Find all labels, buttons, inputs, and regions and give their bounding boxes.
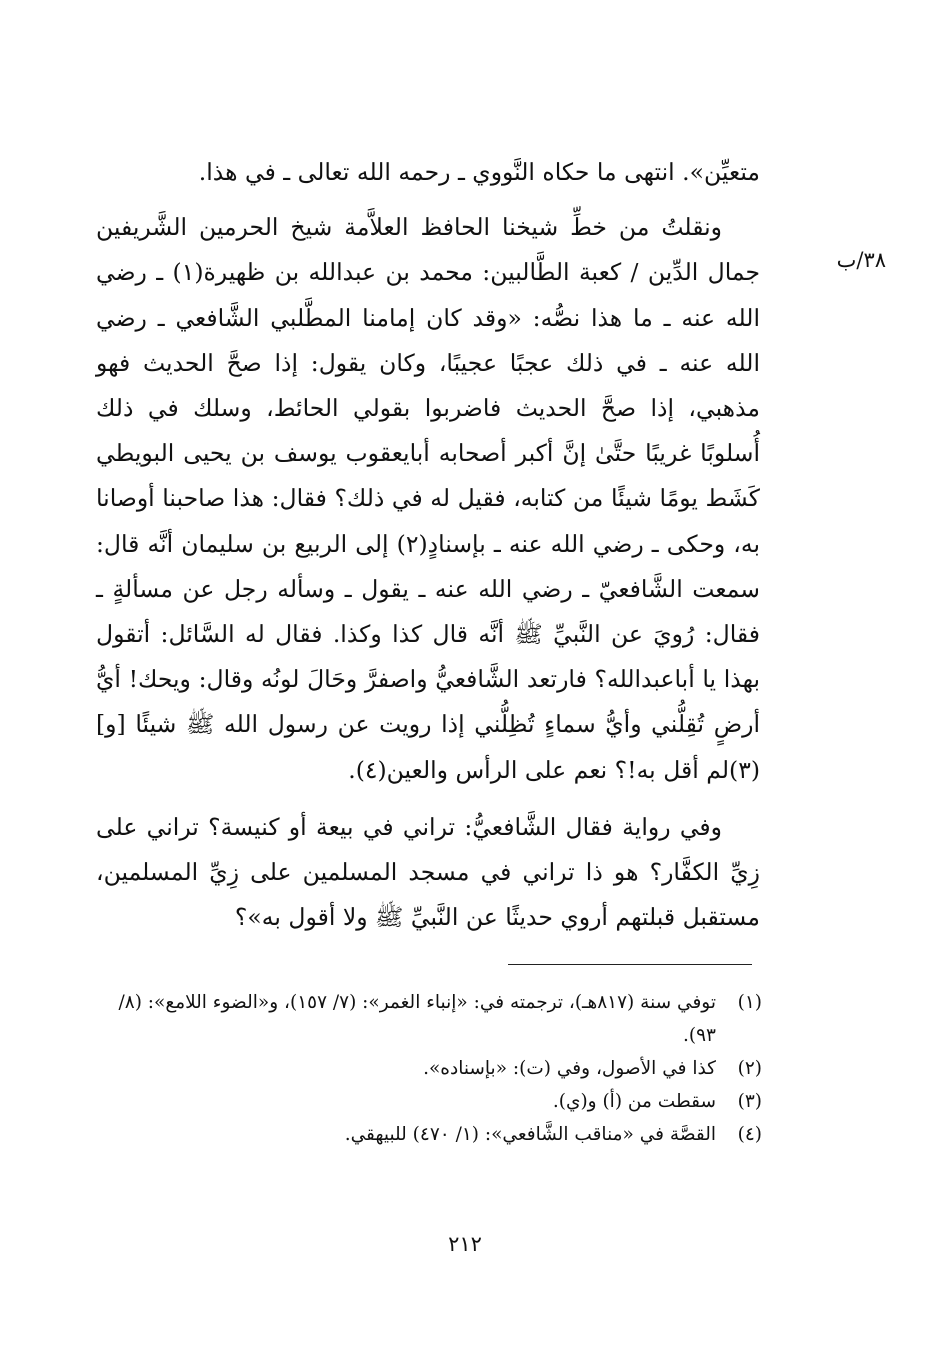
footnote-number: (١) [737,992,762,1013]
footnote-text: كذا في الأصول، وفي (ت): «بإسناده». [423,1058,716,1079]
page-number: ٢١٢ [448,1232,482,1256]
footnotes-section [100,986,762,1151]
footnote-number: (٤) [737,1124,762,1145]
body-paragraph-1: متعيِّن». انتهى ما حكاه النَّووي ـ رحمه الله تعالى ـ في هذا. [198,158,760,186]
main-text-body [96,150,760,940]
manuscript-folio-note: ٣٨/ب [836,248,886,272]
body-paragraph-2: ونقلتُ من خطِّ شيخنا الحافظ العلاَّمة شيخ الحرمين الشَّريفين جمال الدِّين / كعبة الطَّالبين: محمد بن عبدالله بن ظهيرة(١) ـ رضي الله عنه ـ ما هذا نصُّه: «وقد كان إمامنا المطَّلبي الشَّافعي ـ رضي الله عنه ـ في ذلك عجبًا عجيبًا، وكان يقول: إذا صحَّ الحديث فهو مذهبي، إذا صحَّ الحديث فاضربوا بقولي الحائط، وسلك في ذلك أُسلوبًا غريبًا حتَّىٰ إنَّ أكبر أصحابه أبايعقوب يوسف بن يحيى البويطي كَشَط يومًا شيئًا من كتابه، فقيل له في ذلك؟ فقال: هذا صاحبنا أوصانا به، وحكى ـ رضي الله عنه ـ بإسنادٍ(٢) إلى الربيع بن سليمان أنَّه قال: سمعت الشَّافعيّ ـ رضي الله عنه ـ يقول ـ وسأله رجل عن مسألةٍ ـ فقال: رُويَ عن النَّبيِّ ﷺ أنَّه قال كذا وكذا. فقال له السَّائل: أتقول بهذا يا أباعبدالله؟ فارتعد الشَّافعيُّ واصفرَّ وحَالَ لونُه وقال: ويحك! أيُّ أرضٍ تُقِلُّني وأيُّ سماءٍ تُظِلُّني إذا رويت عن رسول الله ﷺ شيئًا [و](٣)لم أقل به!؟ نعم على الرأس والعين(٤). [96,213,761,784]
footnote-text: القصَّة في «مناقب الشَّافعي»: (١/ ٤٧٠) للبيهقي. [344,1124,716,1145]
body-paragraph-3: وفي رواية فقال الشَّافعيُّ: تراني في بيعة أو كنيسة؟ تراني على زِيِّ الكفَّار؟ هو ذا تراني في مسجد المسلمين على زِيِّ المسلمين، مستقبل قبلتهم أروي حديثًا عن النَّبيِّ ﷺ ولا أقول به»؟ [96,812,760,932]
footnote-item [100,1052,762,1085]
footnote-divider [508,964,752,965]
footnote-item [100,1118,762,1151]
footnote-item [100,1085,762,1118]
footnote-text: توفي سنة (٨١٧هـ)، ترجمته في: «إنباء الغمر»: (٧/ ١٥٧)، و«الضوء اللامع»: (٨/ ٩٣). [118,992,716,1046]
footnote-text: سقطت من (أ) و(ي). [552,1091,716,1112]
footnote-item [100,986,762,1052]
footnote-number: (٢) [737,1058,762,1079]
footnote-number: (٣) [737,1091,762,1112]
